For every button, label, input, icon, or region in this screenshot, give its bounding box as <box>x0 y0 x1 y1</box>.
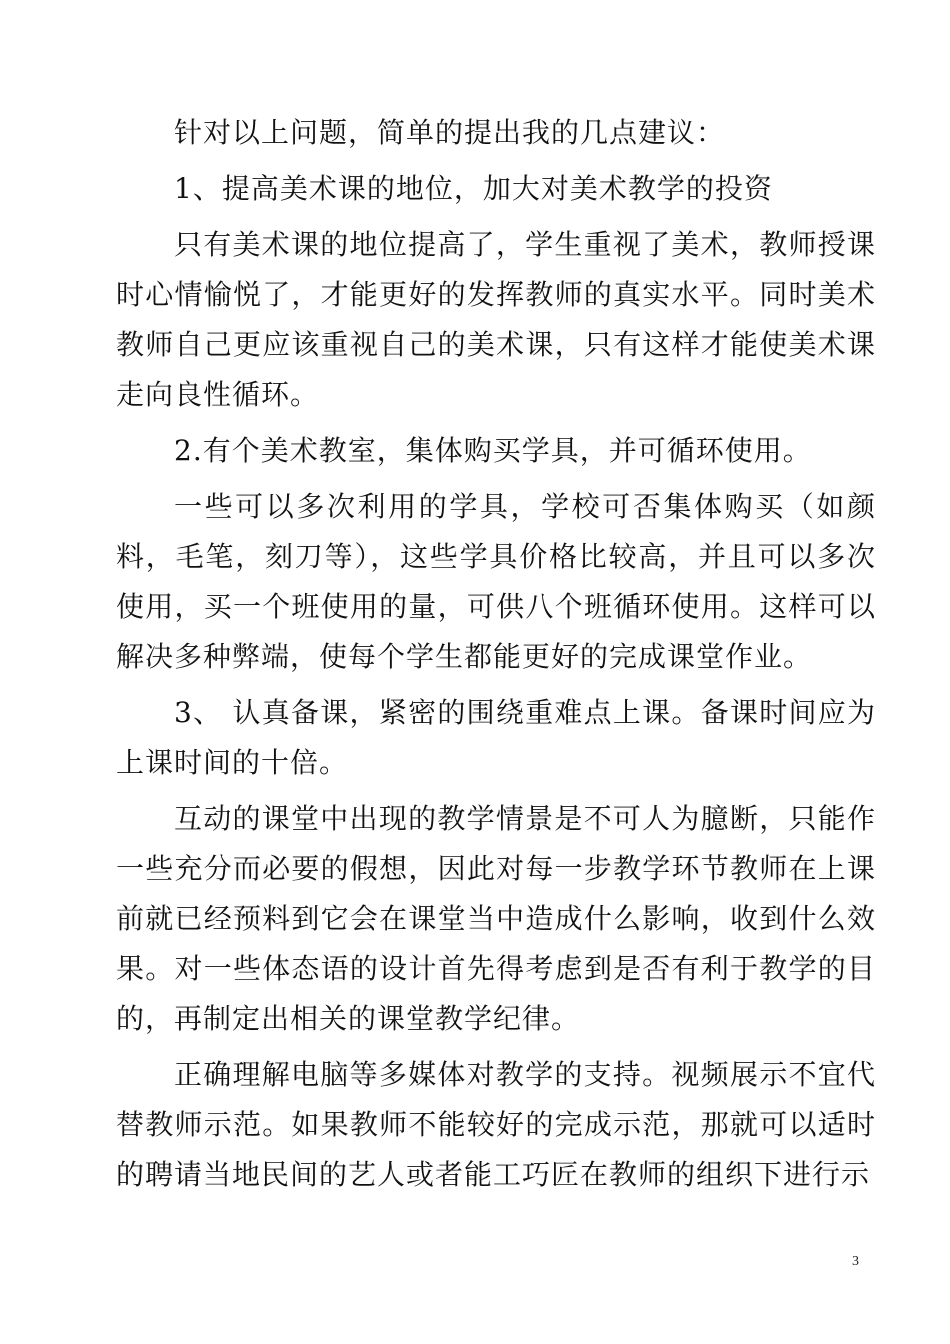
document-body <box>116 108 876 1200</box>
paragraph-point-1-body: 只有美术课的地位提高了，学生重视了美术，教师授课时心情愉悦了，才能更好的发挥教师的真实水平。同时美术教师自己更应该重视自己的美术课，只有这样才能使美术课走向良性循环。 <box>116 228 876 411</box>
paragraph-point-2-body: 一些可以多次利用的学具，学校可否集体购买（如颜料，毛笔，刻刀等），这些学具价格比较高，并且可以多次使用，买一个班使用的量，可供八个班循环使用。这样可以解决多种弊端，使每个学生都能更好的完成课堂作业。 <box>116 490 876 673</box>
paragraph-point-3-body: 互动的课堂中出现的教学情景是不可人为臆断，只能作一些充分而必要的假想，因此对每一步教学环节教师在上课前就已经预料到它会在课堂当中造成什么影响，收到什么效果。对一些体态语的设计首先得考虑到是否有利于教学的目的，再制定出相关的课堂教学纪律。 <box>116 802 876 1035</box>
paragraph-multimedia: 正确理解电脑等多媒体对教学的支持。视频展示不宜代替教师示范。如果教师不能较好的完成示范，那就可以适时的聘请当地民间的艺人或者能工巧匠在教师的组织下进行示 <box>116 1058 876 1191</box>
paragraph-point-1-heading: 1、提高美术课的地位，加大对美术教学的投资 <box>174 172 773 205</box>
paragraph-point-2-heading: 2.有个美术教室，集体购买学具，并可循环使用。 <box>174 434 812 467</box>
paragraph-point-3-heading: 3、 认真备课，紧密的围绕重难点上课。备课时间应为上课时间的十倍。 <box>116 696 876 779</box>
paragraph-intro: 针对以上问题，简单的提出我的几点建议： <box>174 116 726 149</box>
page-number: 3 <box>852 1254 859 1269</box>
